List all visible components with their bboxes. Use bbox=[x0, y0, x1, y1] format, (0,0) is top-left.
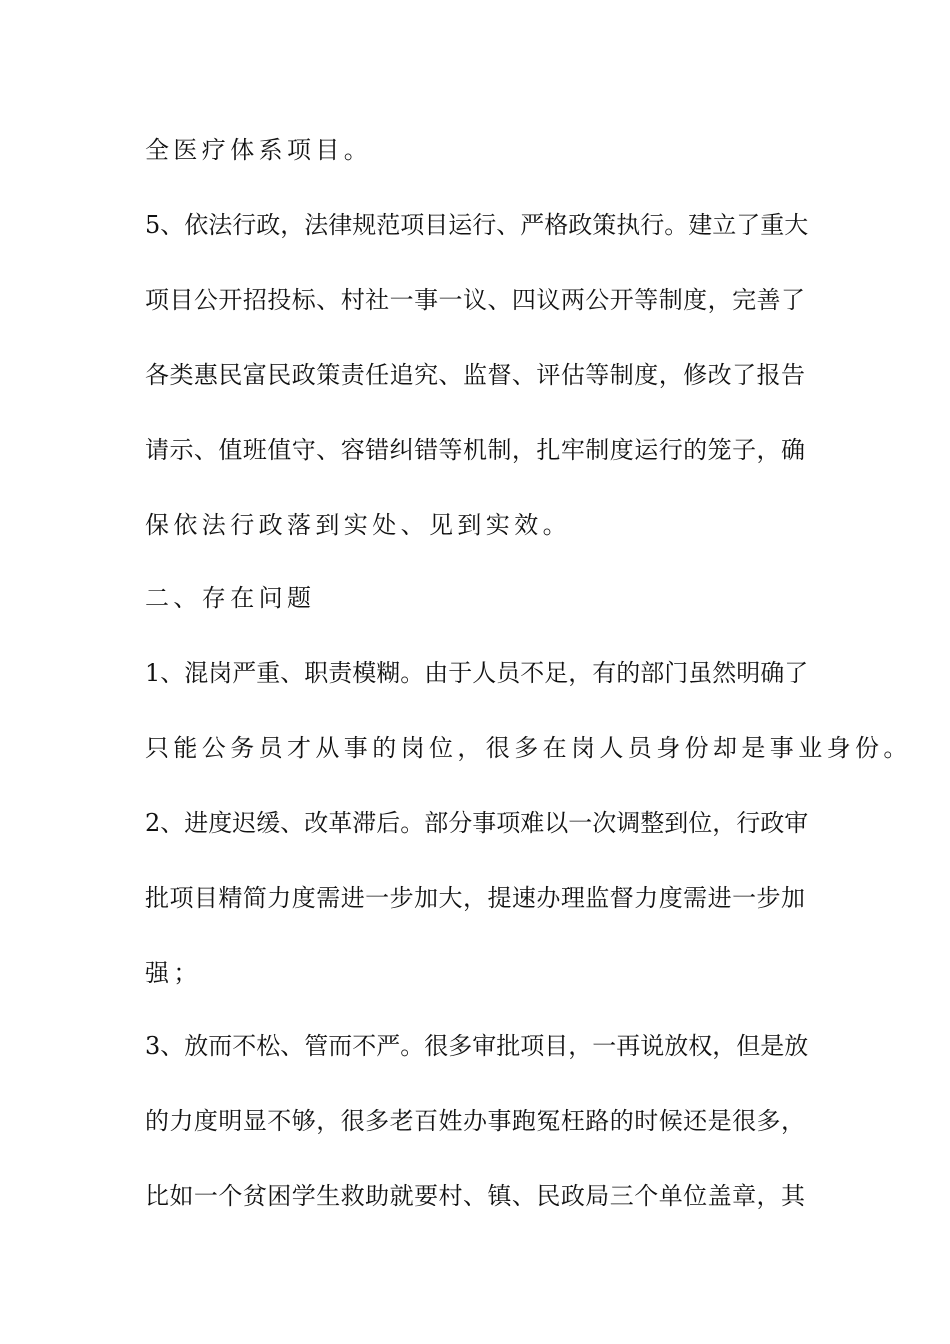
text-line: 各类惠民富民政策责任追究、监督、评估等制度，修改了报告 bbox=[145, 361, 805, 389]
text-line: 只能公务员才从事的岗位，很多在岗人员身份却是事业身份。 bbox=[145, 734, 912, 762]
text-line: 比如一个贫困学生救助就要村、镇、民政局三个单位盖章，其 bbox=[145, 1182, 805, 1210]
text-line: 全医疗体系项目。 bbox=[145, 136, 373, 164]
text-line: 3、放而不松、管而不严。很多审批项目，一再说放权，但是放 bbox=[145, 1032, 809, 1060]
text-line: 1、混岗严重、职责模糊。由于人员不足，有的部门虽然明确了 bbox=[145, 659, 809, 687]
section-heading: 二、存在问题 bbox=[145, 584, 316, 612]
text-line: 保依法行政落到实处、见到实效。 bbox=[145, 511, 571, 539]
text-line: 2、进度迟缓、改革滞后。部分事项难以一次调整到位，行政审 bbox=[145, 809, 809, 837]
text-line: 5、依法行政，法律规范项目运行、严格政策执行。建立了重大 bbox=[145, 211, 809, 239]
text-line: 的力度明显不够，很多老百姓办事跑冤枉路的时候还是很多， bbox=[145, 1107, 805, 1135]
text-line: 批项目精简力度需进一步加大，提速办理监督力度需进一步加 bbox=[145, 884, 805, 912]
text-line: 项目公开招投标、村社一事一议、四议两公开等制度，完善了 bbox=[145, 286, 805, 314]
text-line: 强； bbox=[145, 959, 202, 987]
text-line: 请示、值班值守、容错纠错等机制，扎牢制度运行的笼子，确 bbox=[145, 436, 805, 464]
